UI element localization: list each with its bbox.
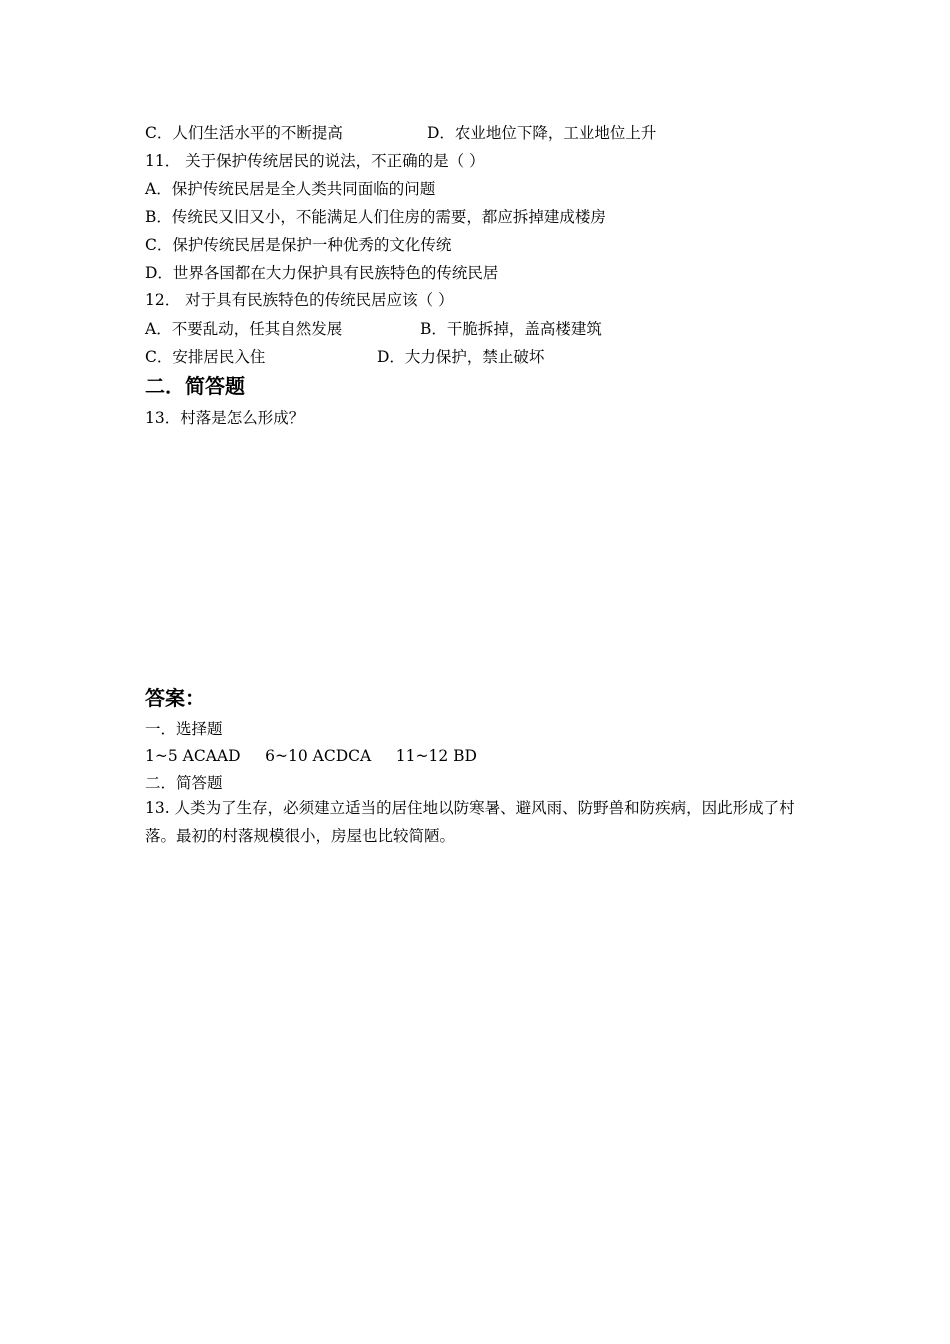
- q12-stem: 12． 对于具有民族特色的传统民居应该（ ）: [145, 291, 454, 309]
- answers-part1-values: 1~5 ACAAD 6~10 ACDCA 11~12 BD: [145, 747, 477, 765]
- answers-part1-label: 一．选择题: [145, 720, 223, 738]
- q11-option-d: D．世界各国都在大力保护具有民族特色的传统民居: [145, 264, 499, 282]
- q11-option-b: B．传统民又旧又小，不能满足人们住房的需要，都应拆掉建成楼房: [145, 208, 606, 226]
- answers-part2-label: 二．简答题: [145, 774, 223, 792]
- q10-option-d: D．农业地位下降，工业地位上升: [427, 124, 657, 142]
- q12-option-c: C．安排居民入住: [145, 348, 266, 366]
- q12-option-d: D．大力保护，禁止破坏: [377, 348, 545, 366]
- q13-stem: 13．村落是怎么形成？: [145, 409, 305, 427]
- q11-stem: 11． 关于保护传统居民的说法，不正确的是（ ）: [145, 152, 485, 170]
- q10-option-c: C．人们生活水平的不断提高: [145, 124, 343, 142]
- section2-title: 二．简答题: [145, 374, 245, 398]
- q11-option-c: C．保护传统民居是保护一种优秀的文化传统: [145, 236, 452, 254]
- answers-q13-text: 13. 人类为了生存，必须建立适当的居住地以防寒暑、避风雨、防野兽和防疾病，因此形成了村落。最初的村落规模很小，房屋也比较简陋。: [145, 799, 795, 845]
- q12-option-b: B．干脆拆掉，盖高楼建筑: [420, 320, 602, 338]
- q12-option-a: A．不要乱动，任其自然发展: [145, 320, 343, 338]
- q11-option-a: A．保护传统民居是全人类共同面临的问题: [145, 180, 436, 198]
- answers-title: 答案：: [145, 686, 205, 710]
